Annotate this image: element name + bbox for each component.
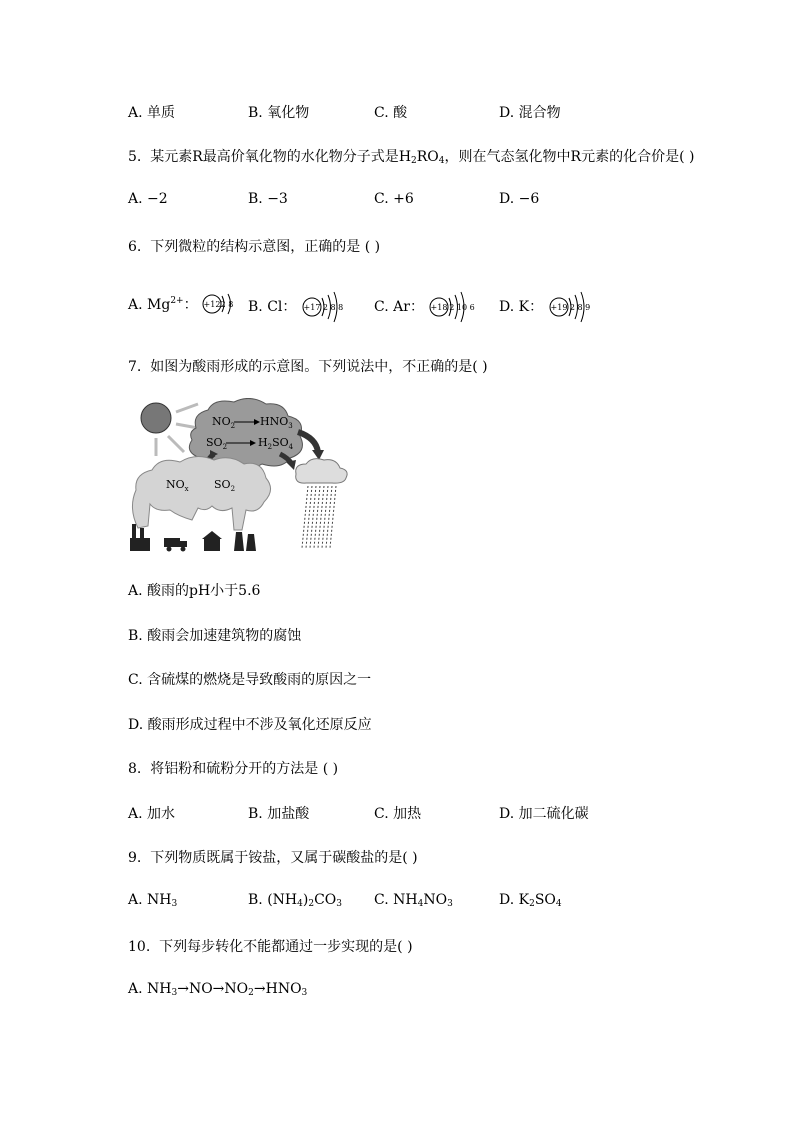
q4-option-d: D. 混合物 (499, 105, 561, 121)
q10-stem: 10. 下列每步转化不能都通过一步实现的是( ) (128, 939, 413, 955)
svg-text:2 8 9: 2 8 9 (569, 303, 590, 312)
q4-option-b: B. 氧化物 (248, 105, 310, 121)
q6-stem: 6. 下列微粒的结构示意图，正确的是 ( ) (128, 239, 381, 255)
q9-stem: 9. 下列物质既属于铵盐，又属于碳酸盐的是( ) (128, 850, 418, 866)
q4-option-c: C. 酸 (374, 105, 408, 121)
q6-option-d: D. K： +19 2 8 9 (499, 288, 596, 326)
svg-text:NOx: $NO_x$ (166, 478, 189, 493)
q5-option-c: C. +6 (374, 191, 414, 207)
q7-stem: 7. 如图为酸雨形成的示意图。下列说法中，不正确的是( ) (128, 359, 488, 375)
q9-option-a: A. $NH_3$ (128, 892, 178, 909)
cl-atom-structure-diagram (301, 288, 349, 326)
svg-text:SO2: $SO_2$ (214, 478, 236, 493)
svg-text:NO2: $NO_2$ (212, 415, 236, 430)
q6-option-c: C. Ar： +18 2 10 6 (374, 288, 480, 326)
svg-text:2 10 6: 2 10 6 (449, 303, 476, 312)
q8-option-a: A. 加水 (128, 806, 176, 822)
mg-ion-structure-diagram (202, 288, 240, 322)
svg-text:2 8 8: 2 8 8 (322, 303, 344, 312)
q7-option-a: A. 酸雨的pH小于5.6 (128, 583, 261, 599)
acid-rain-formation-diagram (126, 398, 351, 553)
q8-stem: 8. 将铝粉和硫粉分开的方法是 ( ) (128, 761, 339, 777)
q5-option-b: B. −3 (248, 191, 288, 207)
q10-option-a: A. $NH_3\to NO\to NO_2\to HNO_3$ (128, 981, 308, 998)
rain-cloud (296, 459, 347, 483)
q9-option-d: D. $K_2SO_4$ (499, 892, 562, 909)
q7-option-c: C. 含硫煤的燃烧是导致酸雨的原因之一 (128, 672, 372, 688)
q4-option-a: A. 单质 (128, 105, 176, 121)
q8-option-c: C. 加热 (374, 806, 422, 822)
q9-option-c: C. $NH_4NO_3$ (374, 892, 453, 909)
q5-stem: 5. 某元素R最高价氧化物的水化物分子式是$H_2RO_4$，则在气态氢化物中R元素的化合价是( ) (128, 149, 695, 166)
q6-option-a: A. $Mg^{2+}$： +12 2 8 (128, 288, 240, 322)
svg-text:+19: +19 (550, 303, 568, 312)
svg-text:+12: +12 (203, 300, 221, 309)
k-atom-structure-diagram (548, 288, 596, 326)
power-plant-icon (234, 532, 256, 551)
svg-text:SO2: $SO_2$ (206, 436, 228, 451)
svg-text:2 8: 2 8 (220, 300, 234, 309)
q6-option-b: B. Cl： +17 2 8 8 (248, 288, 349, 326)
q7-option-d: D. 酸雨形成过程中不涉及氧化还原反应 (128, 717, 372, 733)
q7-option-b: B. 酸雨会加速建筑物的腐蚀 (128, 628, 302, 644)
svg-text:+17: +17 (303, 303, 321, 312)
svg-text:H2SO4: $H_2SO_4$ (258, 436, 294, 451)
ar-atom-structure-diagram (428, 288, 480, 326)
q8-option-d: D. 加二硫化碳 (499, 806, 589, 822)
house-icon (202, 531, 222, 551)
q8-option-b: B. 加盐酸 (248, 806, 310, 822)
smoke-cloud (132, 456, 270, 530)
svg-text:HNO3: $HNO_3$ (260, 415, 293, 430)
factory-icon (130, 524, 150, 551)
q5-option-d: D. −6 (499, 191, 540, 207)
truck-icon (164, 538, 187, 552)
acid-rain (302, 486, 336, 548)
q5-option-a: A. −2 (128, 191, 168, 207)
svg-text:+18: +18 (430, 303, 448, 312)
q9-option-b: B. $(NH_4)_2CO_3$ (248, 892, 342, 909)
